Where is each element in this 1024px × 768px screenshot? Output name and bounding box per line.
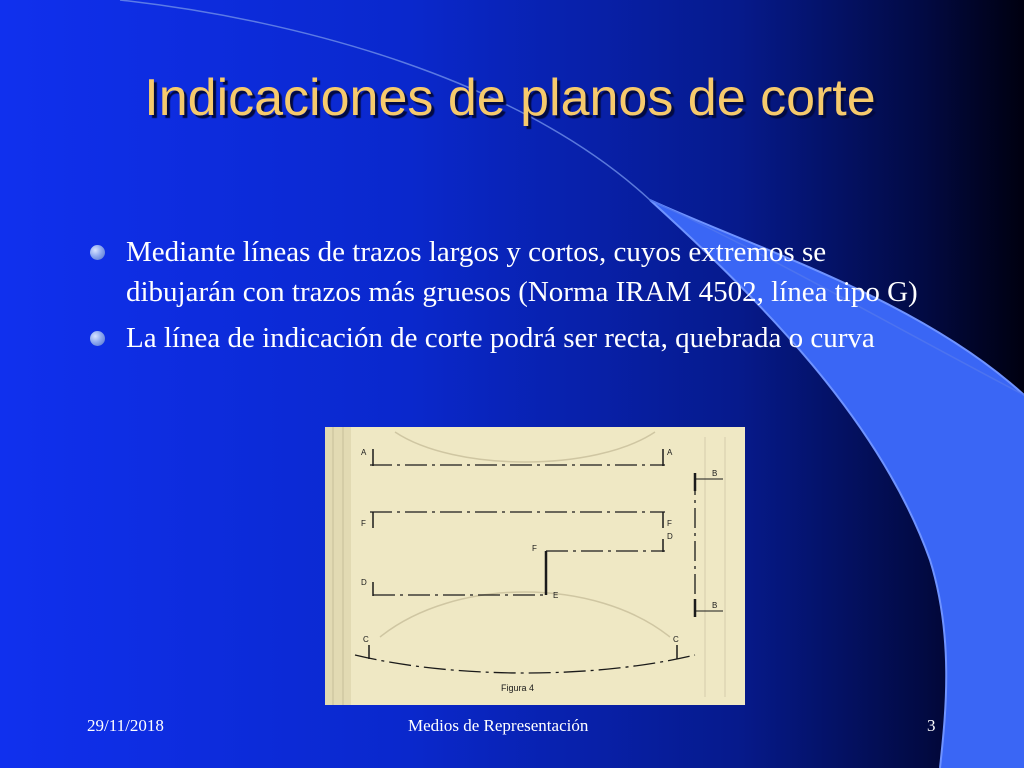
label-c-right: C xyxy=(673,635,679,644)
slide-number: 3 xyxy=(927,716,936,735)
section-plane-figure xyxy=(325,427,745,705)
label-a-left: A xyxy=(361,448,367,457)
label-b-bottom: B xyxy=(712,601,718,610)
slide-title: Indicaciones de planos de corte xyxy=(144,69,876,127)
bullet-icon xyxy=(90,331,105,346)
label-f-left: F xyxy=(361,519,366,528)
label-f-right: F xyxy=(667,519,672,528)
bullet-icon xyxy=(90,245,105,260)
label-b-top: B xyxy=(712,469,718,478)
label-d-right: D xyxy=(667,532,673,541)
bullet-item xyxy=(90,232,940,312)
label-f-inner: F xyxy=(532,544,537,553)
label-c-left: C xyxy=(363,635,369,644)
footer-title: Medios de Representación xyxy=(408,716,589,735)
figure-drawing xyxy=(325,427,745,705)
bullet-list xyxy=(90,232,940,364)
label-d-left: D xyxy=(361,578,367,587)
footer-date: 29/11/2018 xyxy=(87,716,164,735)
bullet-item xyxy=(90,318,940,358)
bullet-text: La línea de indicación de corte podrá ser recta, quebrada o curva xyxy=(126,322,875,354)
label-a-right: A xyxy=(667,448,673,457)
bullet-text: Mediante líneas de trazos largos y cortos, cuyos extremos se dibujarán con trazos más gruesos (Norma IRAM 4502, línea tipo G) xyxy=(126,236,918,308)
label-e: E xyxy=(553,591,559,600)
figure-caption: Figura 4 xyxy=(501,683,535,693)
